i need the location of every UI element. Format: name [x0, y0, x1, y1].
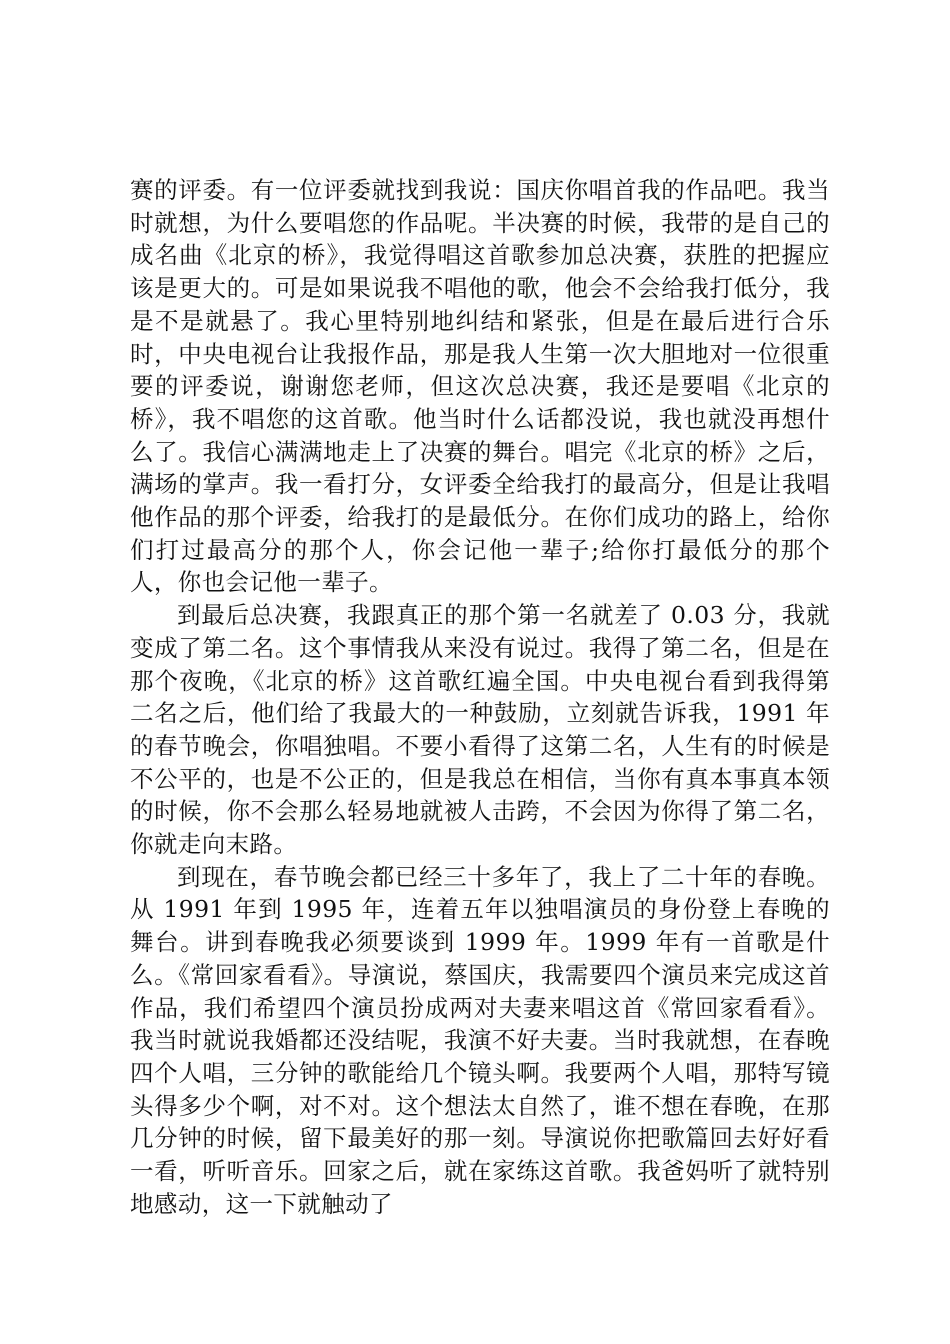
paragraph-3: 到现在，春节晚会都已经三十多年了，我上了二十年的春晚。从 1991 年到 1995 年，连着五年以独唱演员的身份登上春晚的舞台。讲到春晚我必须要谈到 1999 年。1999 年有一首歌是什么。《常回家看看》。导演说，蔡国庆，我需要四个演员来完成这首作品，我们希望四个演员扮成两对夫妻来唱这首《常回家看看》。我当时就说我婚都还没结呢，我演不好夫妻。当时我就想，在春晚四个人唱，三分钟的歌能给几个镜头啊。我要两个人唱，那特写镜头得多少个啊，对不对。这个想法太自然了，谁不想在春晚，在那几分钟的时候，留下最美好的那一刻。导演说你把歌篇回去好好看一看，听听音乐。回家之后，就在家练这首歌。我爸妈听了就特别地感动，这一下就触动了 [130, 862, 830, 1218]
paragraph-2: 到最后总决赛，我跟真正的那个第一名就差了 0.03 分，我就变成了第二名。这个事情我从来没有说过。我得了第二名，但是在那个夜晚，《北京的桥》这首歌红遍全国。中央电视台看到我得第二名之后，他们给了我最大的一种鼓励，立刻就告诉我，1991 年的春节晚会，你唱独唱。不要小看得了这第二名，人生有的时候是不公平的，也是不公正的，但是我总在相信，当你有真本事真本领的时候，你不会那么轻易地就被人击跨，不会因为你得了第二名，你就走向末路。 [130, 601, 830, 859]
paragraph-1: 赛的评委。有一位评委就找到我说：国庆你唱首我的作品吧。我当时就想，为什么要唱您的作品呢。半决赛的时候，我带的是自己的成名曲《北京的桥》，我觉得唱这首歌参加总决赛，获胜的把握应该是更大的。可是如果说我不唱他的歌，他会不会给我打低分，我是不是就悬了。我心里特别地纠结和紧张，但是在最后进行合乐时，中央电视台让我报作品，那是我人生第一次大胆地对一位很重要的评委说，谢谢您老师，但这次总决赛，我还是要唱《北京的桥》，我不唱您的这首歌。他当时什么话都没说，我也就没再想什么了。我信心满满地走上了决赛的舞台。唱完《北京的桥》之后，满场的掌声。我一看打分，女评委全给我打的最高分，但是让我唱他作品的那个评委，给我打的是最低分。在你们成功的路上，给你们打过最高分的那个人，你会记他一辈子;给你打最低分的那个人，你也会记他一辈子。 [130, 176, 830, 597]
body-text [130, 174, 830, 1221]
